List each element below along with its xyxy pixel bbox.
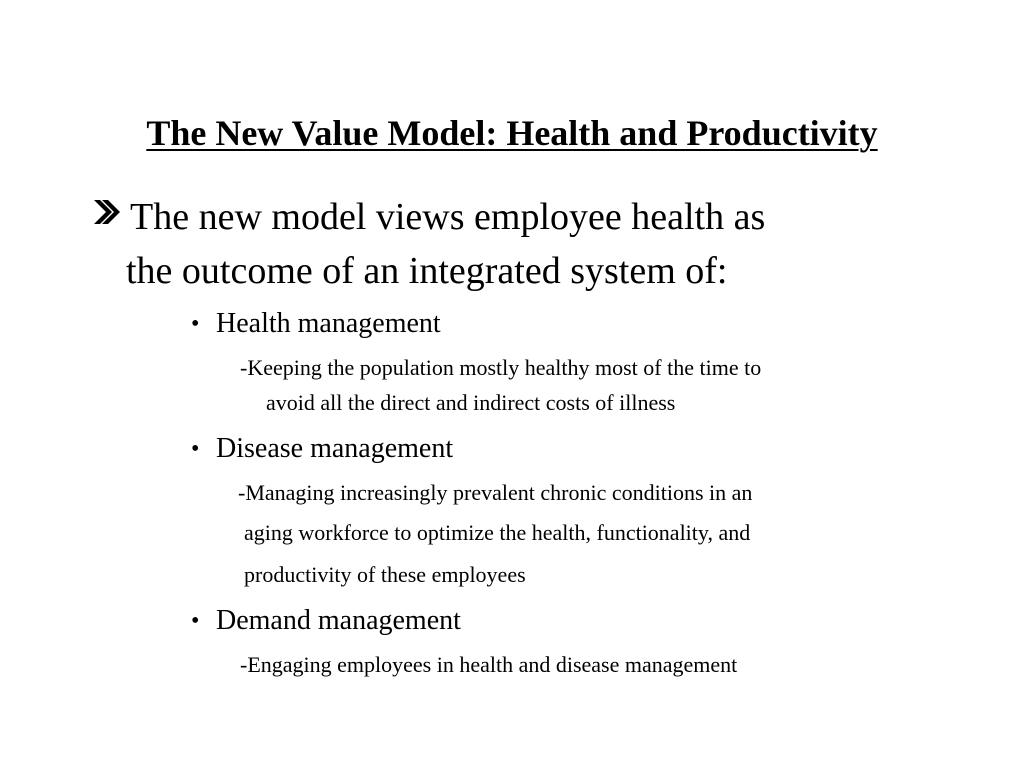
slide-title: The New Value Model: Health and Productivity [146, 113, 878, 153]
arrow-bullet-icon [90, 192, 124, 232]
bullet-dot-icon: • [191, 436, 200, 462]
main-bullet-line-1: The new model views employee health as [130, 196, 766, 238]
item-label: Demand management [216, 605, 461, 636]
item-desc-line: productivity of these employees [244, 562, 526, 587]
item-label: Health management [216, 308, 441, 339]
item-desc-line: aging workforce to optimize the health, functionality, and [244, 520, 751, 545]
bullet-dot-icon: • [191, 311, 200, 337]
item-demand-management [191, 605, 461, 637]
bullet-dot-icon: • [191, 608, 200, 634]
item-desc-line: -Engaging employees in health and disease management [240, 652, 738, 677]
item-disease-management [191, 433, 454, 465]
item-desc-line: -Managing increasingly prevalent chronic conditions in an [238, 480, 753, 505]
item-label: Disease management [216, 433, 454, 464]
item-health-management [191, 308, 441, 340]
item-desc-line: -Keeping the population mostly healthy most of the time to [240, 355, 762, 380]
item-desc-line: avoid all the direct and indirect costs of illness [266, 390, 676, 415]
main-bullet [96, 190, 916, 298]
main-bullet-line-2: the outcome of an integrated system of: [126, 250, 728, 292]
